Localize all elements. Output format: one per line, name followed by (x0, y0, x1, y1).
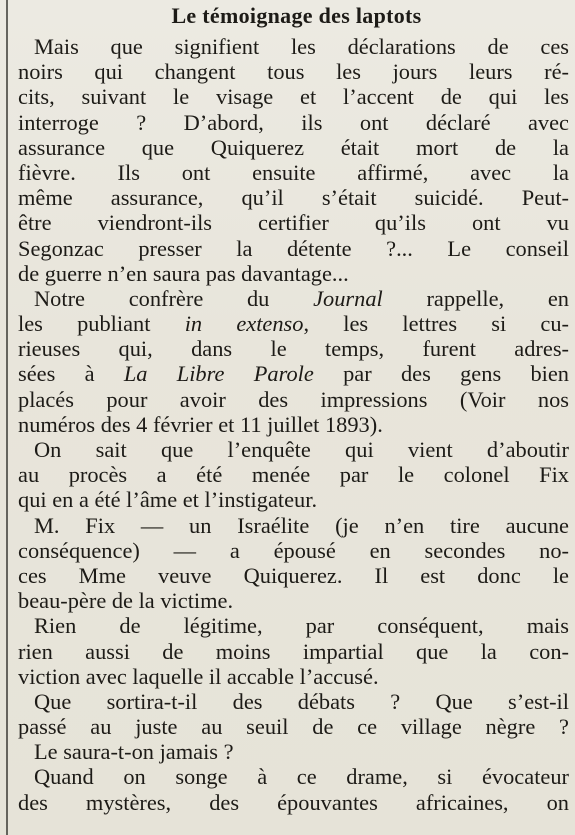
text-line: conséquence) — a épousé en secondes no- (18, 537, 569, 563)
text-line: assurance que Quiquerez était mort de la (18, 134, 569, 160)
article (18, 2, 569, 815)
text-line: être viendront-ils certifier qu’ils ont vu (18, 210, 569, 236)
text-line: ces Mme veuve Quiquerez. Il est donc le (18, 562, 569, 588)
text-line: au procès a été menée par le colonel Fix (18, 462, 569, 488)
text-line: qui en a été l’âme et l’instigateur. (18, 487, 318, 513)
text-segment: par des gens bien (313, 361, 569, 387)
italic-title: Journal (313, 285, 383, 311)
column-rule (6, 0, 8, 835)
text-line: viction avec laquelle il accable l’accusé. (18, 663, 379, 689)
text-line: Rien de légitime, par conséquent, mais (34, 613, 569, 639)
article-body (18, 34, 569, 815)
text-line: M. Fix — un Israélite (je n’en tire aucune (34, 512, 569, 538)
text-line: Le saura-t-on jamais ? (34, 739, 234, 765)
text-line (18, 311, 569, 336)
article-title: Le témoignage des laptots (171, 3, 422, 28)
text-line: rien aussi de moins impartial que la con- (18, 638, 569, 664)
text-line: cits, suivant le visage et l’accent de qui les (18, 84, 569, 110)
text-line: placés pour avoir des impressions (Voir nos (18, 386, 569, 412)
text-line: Segonzac presser la détente ?... Le conseil (18, 235, 569, 261)
text-segment: les publiant (18, 311, 185, 337)
italic-title: La Libre Parole (123, 361, 314, 387)
text-line: noirs qui changent tous les jours leurs ré- (18, 59, 569, 85)
text-segment: rappelle, en (382, 285, 569, 311)
text-segment: Notre confrère du (34, 285, 314, 311)
text-line: interroge ? D’abord, ils ont déclaré avec (18, 109, 569, 135)
text-line (18, 286, 569, 311)
text-line: Mais que signifient les déclarations de ces (34, 34, 569, 59)
text-line: des mystères, des épouvantes africaines, on (18, 789, 569, 815)
text-line: Que sortira-t-il des débats ? Que s’est-il (34, 688, 569, 714)
text-line: Quand on songe à ce drame, si évocateur (34, 764, 569, 790)
text-line: beau-père de la victime. (18, 588, 234, 614)
text-line: rieuses qui, dans le temps, furent adres- (18, 336, 569, 362)
text-segment: , les lettres si cu- (303, 311, 570, 337)
text-line: fièvre. Ils ont ensuite affirmé, avec la (18, 159, 569, 185)
text-segment: sées à (18, 361, 124, 387)
text-line (18, 361, 569, 386)
text-line: même assurance, qu’il s’était suicidé. Peut- (18, 185, 569, 211)
italic-title: in extenso (184, 311, 304, 337)
text-line: de guerre n’en saura pas davantage... (18, 260, 349, 286)
text-line: On sait que l’enquête qui vient d’aboutir (34, 437, 569, 462)
text-line: numéros des 4 février et 11 juillet 1893). (18, 411, 383, 437)
text-line: passé au juste au seuil de ce village nègre ? (18, 714, 569, 740)
